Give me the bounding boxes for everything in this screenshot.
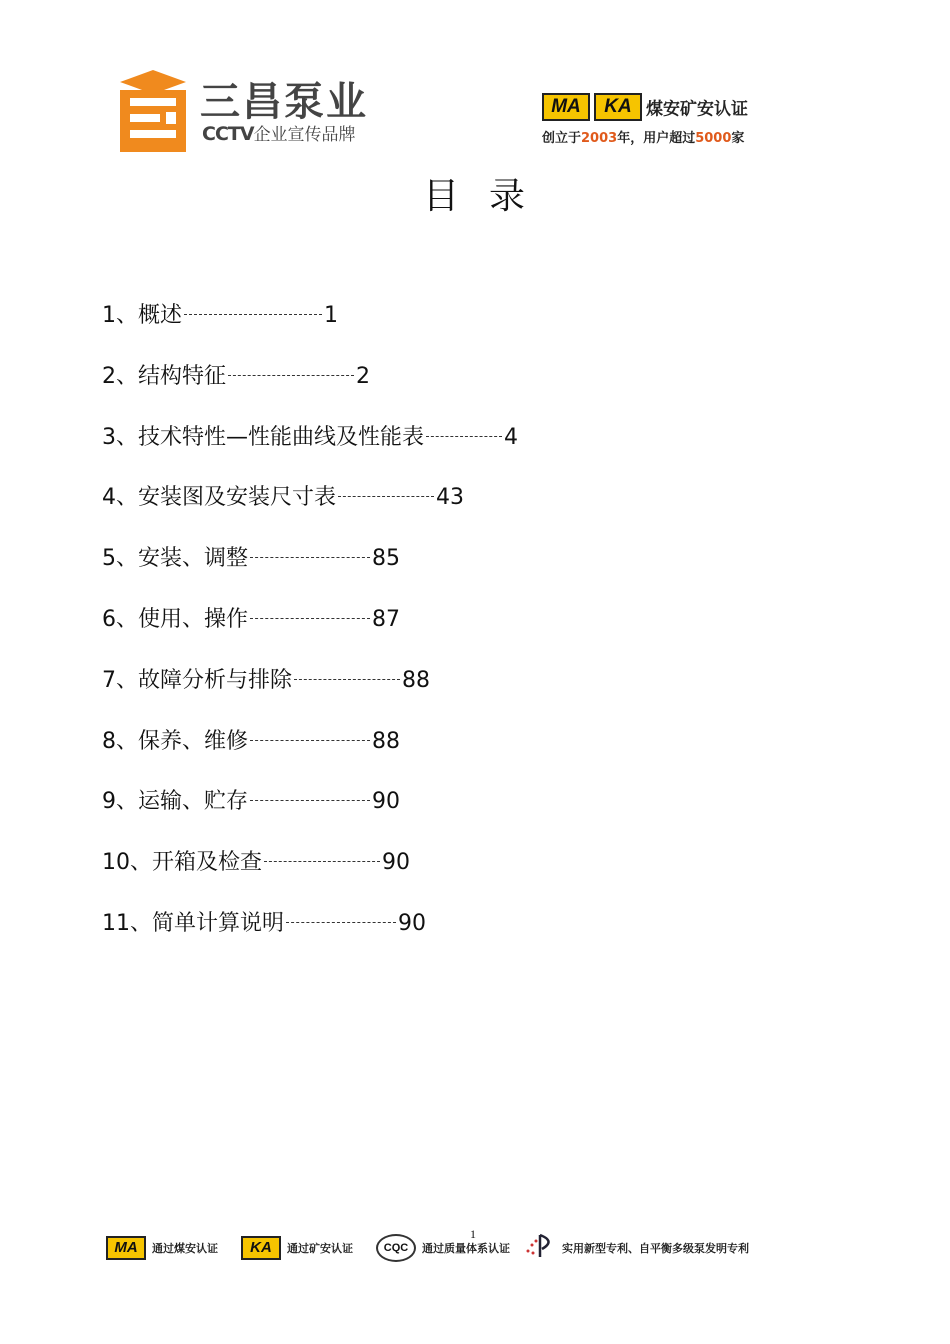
toc-item[interactable]	[102, 420, 518, 481]
footer-ka	[241, 1234, 353, 1262]
toc-page: 87	[372, 606, 400, 632]
toc-item[interactable]	[102, 724, 518, 785]
toc-item[interactable]	[102, 784, 518, 845]
toc-item[interactable]	[102, 359, 518, 420]
ma-badge: MA	[542, 93, 590, 121]
ka-text: 通过矿安认证	[287, 1242, 353, 1255]
toc-label: 11、简单计算说明	[102, 910, 284, 936]
footer-cqc	[376, 1234, 510, 1262]
dot-leader	[338, 496, 434, 497]
toc-label: 4、安装图及安装尺寸表	[102, 485, 336, 511]
company-logo	[118, 68, 188, 154]
toc-page: 90	[382, 850, 410, 876]
dot-leader	[228, 375, 354, 376]
toc-item[interactable]	[102, 906, 518, 967]
toc-label: 6、使用、操作	[102, 606, 248, 632]
dot-leader	[294, 679, 400, 680]
brand-sub-text: 企业宣传品牌	[253, 125, 356, 145]
toc-label: 9、运输、贮存	[102, 789, 248, 815]
toc-label: 8、保养、维修	[102, 728, 248, 754]
dot-leader	[250, 618, 370, 619]
toc-item[interactable]	[102, 845, 518, 906]
toc-page: 88	[372, 728, 400, 754]
dot-leader	[250, 800, 370, 801]
ka-badge: KA	[594, 93, 642, 121]
toc-page: 4	[504, 424, 518, 450]
toc-page: 88	[402, 667, 430, 693]
toc-label: 1、概述	[102, 303, 182, 328]
brand-name: 三昌泵业	[200, 79, 368, 125]
cert-subtitle	[542, 127, 744, 146]
toc-label: 2、结构特征	[102, 363, 226, 389]
ma-text: 通过煤安认证	[152, 1242, 218, 1255]
toc-item[interactable]	[102, 541, 518, 602]
dot-leader	[286, 922, 396, 923]
dot-leader	[250, 740, 370, 741]
ka-badge: KA	[241, 1236, 281, 1260]
cert-sub-part: 年，用户超过	[617, 131, 696, 146]
toc-label: 7、故障分析与排除	[102, 667, 292, 693]
cqc-badge: CQC	[376, 1234, 416, 1262]
toc-page: 43	[436, 485, 464, 511]
cqc-text: 通过质量体系认证	[422, 1242, 510, 1255]
toc-page: 2	[356, 363, 370, 389]
footer-certifications	[0, 1234, 950, 1262]
toc-item[interactable]	[102, 480, 518, 541]
page-number: 1	[470, 1227, 476, 1241]
toc-item[interactable]	[102, 663, 518, 724]
toc-label: 5、安装、调整	[102, 546, 248, 572]
patent-text: 实用新型专利、自平衡多级泵发明专利	[562, 1242, 749, 1255]
footer-patent	[524, 1234, 749, 1262]
cctv-mark: CCTV	[202, 123, 254, 145]
cert-header	[542, 93, 748, 121]
toc-page: 1	[324, 303, 338, 328]
toc-label: 3、技术特性—性能曲线及性能表	[102, 424, 424, 450]
patent-icon	[524, 1233, 558, 1263]
table-of-contents	[102, 298, 518, 967]
dot-leader	[426, 436, 502, 437]
footer-ma	[106, 1234, 218, 1262]
toc-page: 85	[372, 546, 400, 572]
toc-label: 10、开箱及检查	[102, 850, 262, 876]
dot-leader	[250, 557, 370, 558]
toc-page: 90	[372, 789, 400, 815]
cert-sub-part: 家	[731, 131, 745, 146]
toc-item[interactable]	[102, 298, 518, 359]
user-count: 5000	[695, 131, 732, 146]
founding-year: 2003	[581, 131, 618, 146]
toc-page: 90	[398, 910, 426, 936]
cert-title: 煤安矿安认证	[646, 99, 748, 120]
ma-badge: MA	[106, 1236, 146, 1260]
dot-leader	[184, 314, 322, 315]
toc-heading: 目录	[422, 176, 555, 217]
cert-sub-part: 创立于	[542, 131, 582, 146]
toc-item[interactable]	[102, 602, 518, 663]
brand-subtitle	[202, 120, 356, 145]
dot-leader	[264, 861, 380, 862]
